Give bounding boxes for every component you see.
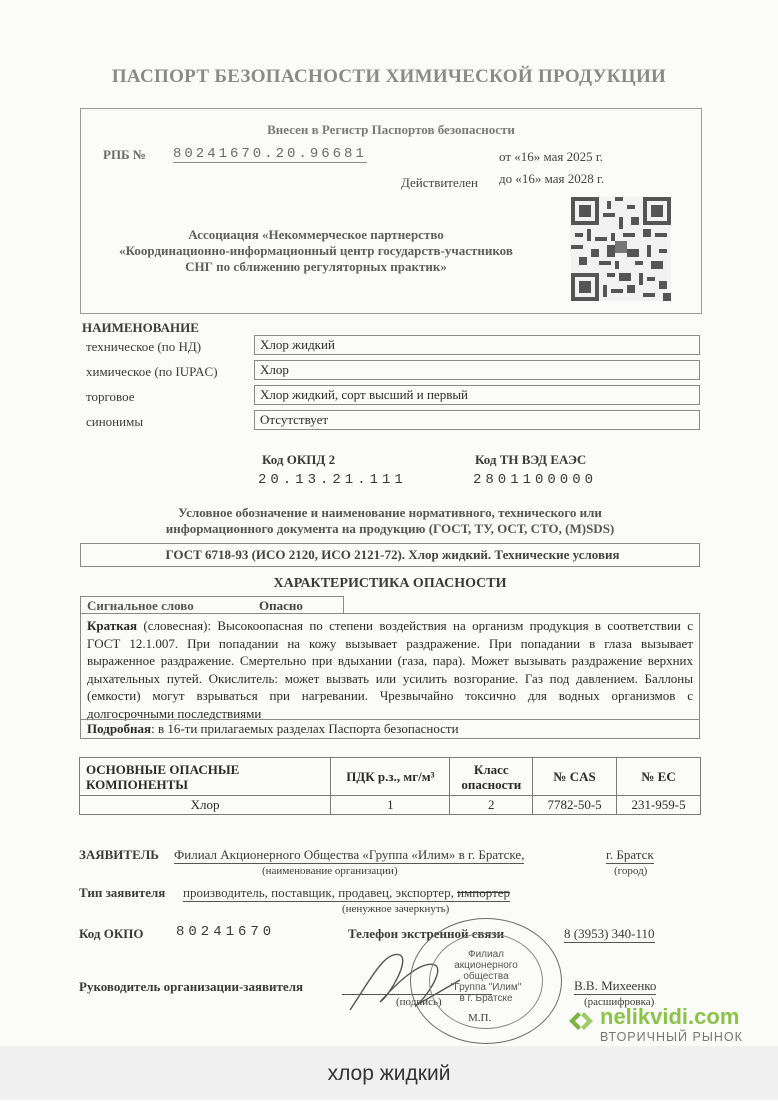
stamp-text (411, 949, 561, 1004)
phone-value: 8 (3953) 340-110 (564, 926, 655, 941)
naming-label: торговое (86, 389, 135, 404)
applicant-value: Филиал Акционерного Общества «Группа «Илим» в г. Братске, (174, 847, 525, 862)
applicant-label: ЗАЯВИТЕЛЬ (79, 847, 159, 862)
association-name (81, 227, 551, 275)
stamp-line: в г. Братске (459, 993, 513, 1004)
okpd-label: Код ОКПД 2 (262, 452, 336, 467)
rpb-number: 80241670.20.96681 (173, 146, 367, 162)
naming-value: Хлор жидкий (254, 335, 700, 355)
organization-stamp-icon (410, 918, 562, 1044)
qr-code-icon (571, 197, 671, 301)
okpo-label: Код ОКПО (79, 926, 144, 941)
components-header: ПДК р.з., мг/м³ (331, 758, 450, 796)
association-line: Ассоциация «Некоммерческое партнерство (188, 227, 444, 242)
naming-label: химическое (по IUPAC) (86, 364, 218, 379)
applicant-note: (наименование организации) (262, 865, 398, 877)
okpd-value: 20.13.21.111 (258, 472, 407, 488)
components-table (79, 757, 701, 815)
components-header: № ЕС (617, 758, 701, 796)
naming-label: синонимы (86, 414, 144, 429)
tnved-label: Код ТН ВЭД ЕАЭС (475, 452, 587, 467)
stamp-line: "Группа "Илим" (450, 982, 522, 993)
hazard-brief-label: Краткая (87, 618, 138, 633)
naming-value: Хлор жидкий, сорт высший и первый (254, 385, 700, 405)
components-header: Класс опасности (450, 758, 533, 796)
table-row (80, 796, 701, 815)
nelikvidi-logo-icon (566, 1006, 596, 1036)
applicant-type-label: Тип заявителя (79, 885, 166, 900)
hazard-detailed-label: Подробная (87, 721, 152, 736)
naming-label: техническое (по НД) (86, 339, 202, 354)
components-header-row (80, 758, 701, 796)
phone-label: Телефон экстренной связи (348, 926, 505, 941)
standard-value: ГОСТ 6718-93 (ИСО 2120, ИСО 2121-72). Хлор жидкий. Технические условия (80, 543, 700, 567)
hazard-heading: ХАРАКТЕРИСТИКА ОПАСНОСТИ (273, 576, 507, 591)
applicant-type-value (183, 885, 510, 902)
head-name: В.В. Михеенко (574, 978, 657, 993)
stamp-mark: М.П. (468, 1012, 492, 1024)
stamp-line: общества (463, 971, 509, 982)
image-caption: хлор жидкий (0, 1046, 778, 1100)
registry-from-date: от «16» мая 2025 г. (499, 149, 604, 164)
registry-box (80, 108, 702, 314)
okpo-value: 80241670 (176, 924, 276, 940)
component-class: 2 (450, 796, 533, 815)
component-cas: 7782-50-5 (533, 796, 617, 815)
applicant-type-struck: импортер (457, 885, 511, 900)
naming-value: Отсутствует (254, 410, 700, 430)
head-label: Руководитель организации-заявителя (79, 979, 304, 994)
registry-header: Внесен в Регистр Паспортов безопасности (267, 122, 515, 137)
association-line: «Координационно-информационный центр государств-участников (119, 243, 513, 258)
nelikvidi-watermark (566, 1004, 756, 1046)
document-title: ПАСПОРТ БЕЗОПАСНОСТИ ХИМИЧЕСКОЙ ПРОДУКЦИИ (111, 66, 667, 87)
applicant-city-note: (город) (614, 865, 648, 877)
watermark-brand: nelikvidi.com (600, 1004, 740, 1029)
hazard-brief-text: (словесная): Высокоопасная по степени воздействия на организм продукция в соответствии с ГОСТ 12.1.007. При попадании на кожу вызывает раздражение. При попадании в глаза вызывает выраженное раздражение. Смертельно при вдыхании (газа, пара). Может вызывать раздражение верхних дыхательных путей. Окислитель: может вызвать или усилить возгорание. Газ под давлением. Баллоны (емкости) могут взрываться при нагревании. Чрезвычайно токсично для водных организмов с долгосрочными последствиями (87, 618, 693, 721)
standard-caption: информационного документа на продукцию (ГОСТ, ТУ, ОСТ, СТО, (М)SDS) (165, 521, 615, 536)
signature-note: (подпись) (396, 996, 442, 1008)
applicant-city: г. Братск (606, 847, 654, 862)
component-pdk: 1 (331, 796, 450, 815)
signal-word-value: Опасно (259, 598, 303, 613)
applicant-type-note: (ненужное зачеркнуть) (342, 903, 450, 915)
stamp-line: Филиал (467, 949, 504, 960)
components-header: ОСНОВНЫЕ ОПАСНЫЕ КОМПОНЕНТЫ (80, 758, 331, 796)
association-line: СНГ по сближению регуляторных практик» (185, 259, 447, 274)
hazard-detailed-box (80, 719, 700, 739)
component-name: Хлор (80, 796, 331, 815)
signal-word-box (80, 596, 344, 614)
standard-caption: Условное обозначение и наименование нормативного, технического или (178, 505, 602, 520)
hazard-detailed-text: : в 16-ти прилагаемых разделах Паспорта безопасности (151, 721, 459, 736)
signal-word-label: Сигнальное слово (87, 598, 194, 613)
components-header: № CAS (533, 758, 617, 796)
hazard-brief-box (80, 613, 700, 720)
tnved-value: 2801100000 (473, 472, 598, 488)
stamp-line: акционерного (454, 960, 518, 971)
component-ec: 231-959-5 (617, 796, 701, 815)
applicant-type-active: производитель, поставщик, продавец, экспортер, (183, 885, 458, 900)
naming-heading: НАИМЕНОВАНИЕ (82, 320, 199, 335)
rpb-label: РПБ № (103, 147, 146, 162)
registry-valid-label: Действителен (401, 175, 478, 190)
head-name-note: (расшифровка) (584, 996, 655, 1008)
watermark-tagline: ВТОРИЧНЫЙ РЫНОК (600, 1030, 743, 1044)
registry-until-date: до «16» мая 2028 г. (499, 171, 605, 186)
naming-value: Хлор (254, 360, 700, 380)
